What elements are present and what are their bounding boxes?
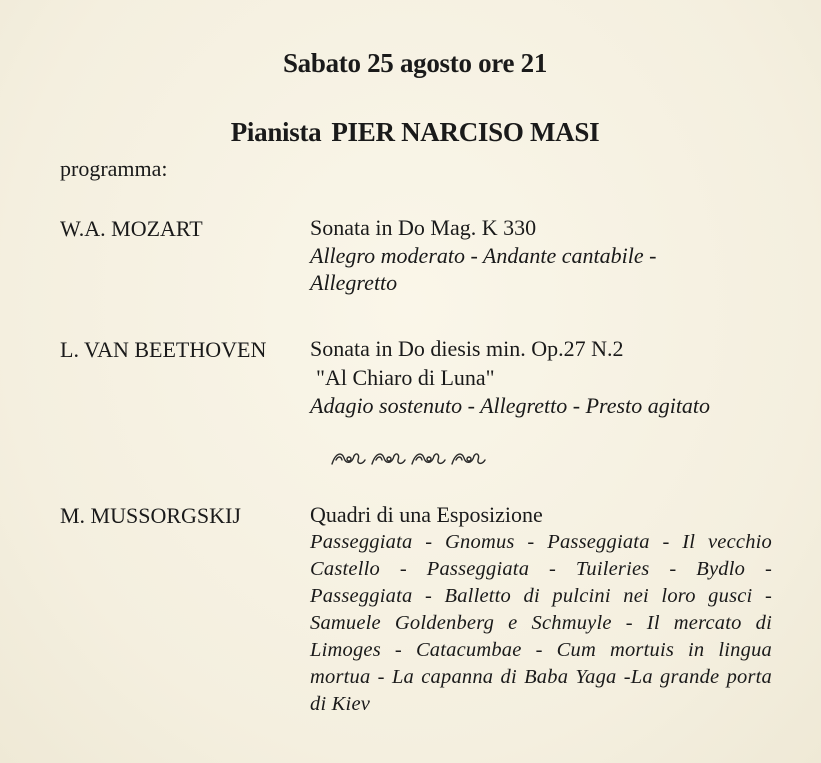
work-beethoven (310, 334, 772, 419)
programme-label: programma: (60, 156, 168, 181)
composer-mozart: W.A. MOZART (60, 216, 203, 241)
work-mussorgskij (310, 500, 772, 718)
work-title: Sonata in Do Mag. K 330 (310, 215, 537, 240)
performer-heading (0, 117, 821, 148)
work-title: Quadri di una Esposizione (310, 502, 543, 527)
work-movements: Passeggiata - Gnomus - Passeggiata - Il vecchio Castello - Passeggiata - Tuileries - Bydlo - Passeggiata - Balletto di pulcini nei loro gusci - Samuele Goldenberg e Schmuyle - Il mercato di Limoges - Catacumbae - Cum mortuis in lingua mortua - La capanna di Baba Yaga -La grande porta di Kiev (310, 531, 772, 715)
work-subtitle: "Al Chiaro di Luna" (316, 365, 495, 390)
composer-beethoven: L. VAN BEETHOVEN (60, 337, 267, 362)
work-movements: Allegro moderato - Andante cantabile - Allegretto (310, 243, 657, 295)
performer-role: Pianista (230, 117, 322, 147)
composer-mussorgskij: M. MUSSORGSKIJ (60, 503, 241, 528)
concert-date: Sabato 25 agosto ore 21 (282, 48, 548, 78)
work-title: Sonata in Do diesis min. Op.27 N.2 (310, 336, 624, 361)
performer-name: PIER NARCISO MASI (331, 117, 600, 147)
work-mozart (310, 213, 772, 296)
work-movements: Adagio sostenuto - Allegretto - Presto agitato (310, 393, 711, 418)
floral-divider-icon (330, 448, 500, 468)
